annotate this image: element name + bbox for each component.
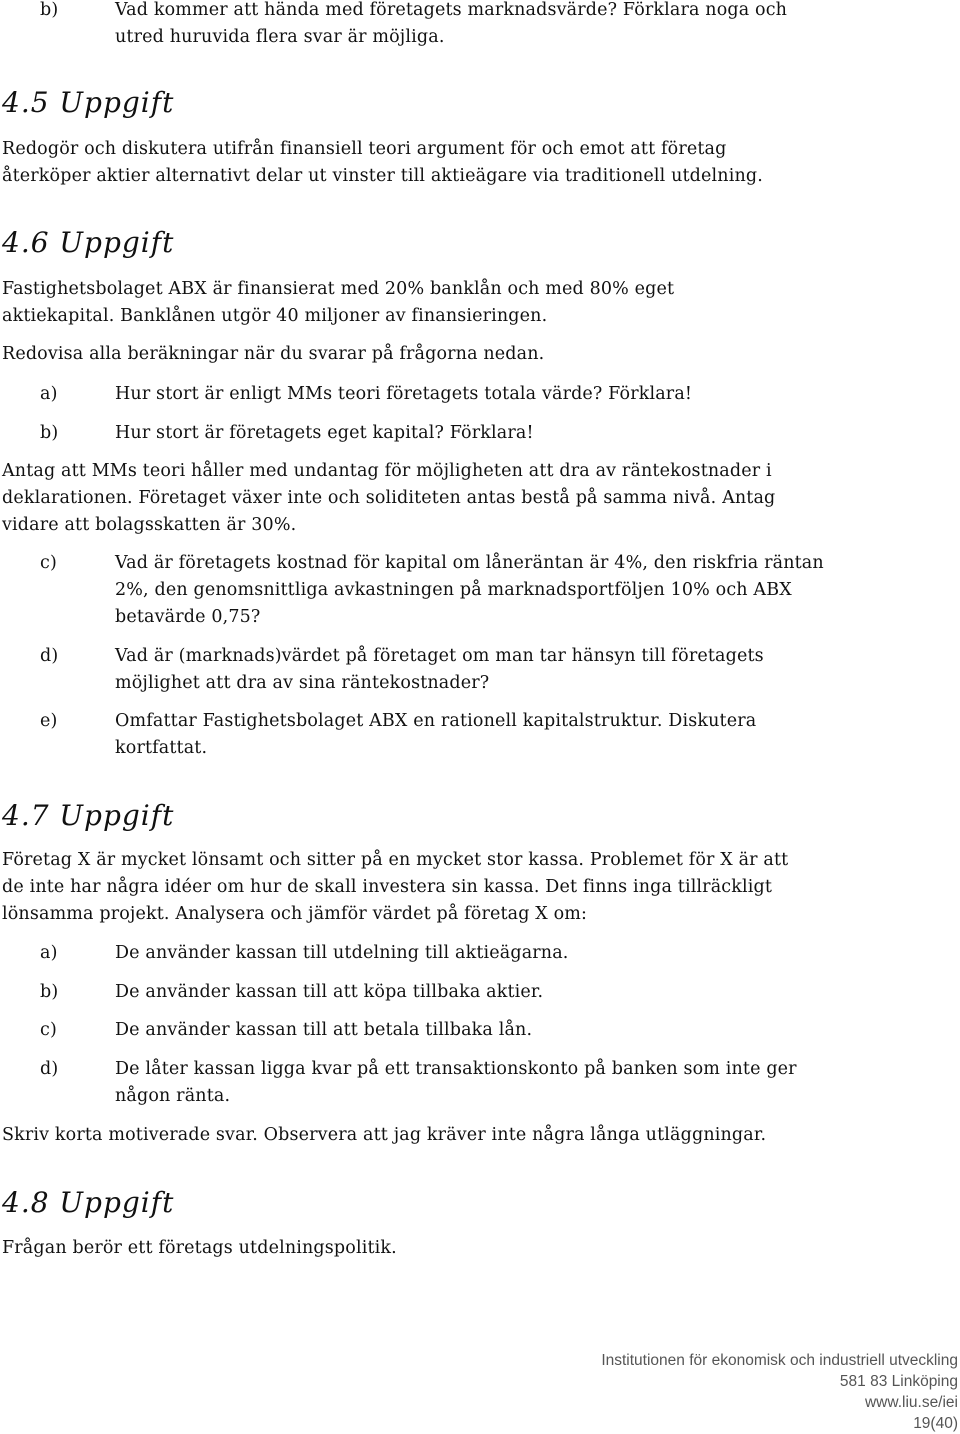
line: De låter kassan ligga kvar på ett transaktionskonto på banken som inte ger: [115, 1059, 797, 1079]
footer-website-link[interactable]: www.liu.se/iei: [864, 1394, 958, 1411]
line: vidare att bolagsskatten är 30%.: [2, 515, 297, 535]
line: möjlighet att dra av sina räntekostnader?: [115, 673, 490, 693]
item-label: d): [40, 1059, 59, 1079]
question-4-6-a: [40, 381, 940, 408]
item-label: b): [40, 0, 59, 20]
item-label: a): [40, 943, 58, 963]
item-label: e): [40, 711, 58, 731]
question-4-6-d: [40, 643, 940, 697]
item-text: [115, 550, 940, 631]
section-4-8-text: Frågan berör ett företags utdelningspolitik.: [2, 1238, 397, 1258]
item-label: b): [40, 423, 59, 443]
item-text: Hur stort är enligt MMs teori företagets totala värde? Förklara!: [115, 384, 693, 404]
line: Vad kommer att hända med företagets marknadsvärde? Förklara noga och: [115, 0, 788, 20]
line: Redogör och diskutera utifrån finansiell teori argument för och emot att företag: [2, 139, 727, 159]
line: kortfattat.: [115, 738, 208, 758]
line: Vad är (marknads)värdet på företaget om man tar hänsyn till företagets: [115, 646, 764, 666]
question-4-6-c: [40, 550, 940, 631]
section-heading-4-5: 4.5 Uppgift: [2, 86, 175, 119]
item-text: De använder kassan till utdelning till aktieägarna.: [115, 943, 569, 963]
line: utred huruvida flera svar är möjliga.: [115, 27, 445, 47]
footer-institution: Institutionen för ekonomisk och industriell utveckling: [601, 1352, 958, 1369]
line: Omfattar Fastighetsbolaget ABX en rationell kapitalstruktur. Diskutera: [115, 711, 757, 731]
item-label: a): [40, 384, 58, 404]
line: Antag att MMs teori håller med undantag för möjligheten att dra av räntekostnader i: [2, 461, 772, 481]
item-text: De använder kassan till att köpa tillbaka aktier.: [115, 982, 544, 1002]
item-text: Hur stort är företagets eget kapital? Förklara!: [115, 423, 534, 443]
line: 2%, den genomsnittliga avkastningen på marknadsportföljen 10% och ABX: [115, 580, 792, 600]
section-4-6-intro: [2, 276, 942, 330]
line: Vad är företagets kostnad för kapital om låneräntan är 4%, den riskfria räntan: [115, 553, 824, 573]
section-heading-4-6: 4.6 Uppgift: [2, 226, 175, 259]
question-4-7-c: [40, 1017, 940, 1044]
item-text: [115, 0, 940, 51]
line: betavärde 0,75?: [115, 607, 261, 627]
question-4-7-d: [40, 1056, 940, 1110]
question-4-6-b: [40, 420, 940, 447]
line: någon ränta.: [115, 1086, 231, 1106]
section-4-7-outro: Skriv korta motiverade svar. Observera att jag kräver inte några långa utläggningar.: [2, 1125, 767, 1145]
prev-question-b: [40, 0, 940, 51]
line: aktiekapital. Banklånen utgör 40 miljoner av finansieringen.: [2, 306, 548, 326]
section-4-6-instruction: Redovisa alla beräkningar när du svarar på frågorna nedan.: [2, 344, 545, 364]
item-label: c): [40, 1020, 57, 1040]
question-4-7-b: [40, 979, 940, 1006]
item-text: De använder kassan till att betala tillbaka lån.: [115, 1020, 533, 1040]
item-label: d): [40, 646, 59, 666]
line: de inte har några idéer om hur de skall investera sin kassa. Det finns inga tillräckligt: [2, 877, 773, 897]
page-footer: [601, 1350, 958, 1434]
footer-address: 581 83 Linköping: [839, 1373, 958, 1390]
section-heading-4-8: 4.8 Uppgift: [2, 1186, 175, 1219]
page-number: 19(40): [913, 1415, 958, 1432]
line: Fastighetsbolaget ABX är finansierat med 20% banklån och med 80% eget: [2, 279, 675, 299]
section-4-5-text: [2, 136, 942, 190]
item-label: c): [40, 553, 57, 573]
line: deklarationen. Företaget växer inte och soliditeten antas bestå på samma nivå. Antag: [2, 488, 776, 508]
line: Företag X är mycket lönsamt och sitter på en mycket stor kassa. Problemet för X är att: [2, 850, 789, 870]
item-text: [115, 643, 940, 697]
item-text: [115, 708, 940, 762]
line: lönsamma projekt. Analysera och jämför värdet på företag X om:: [2, 904, 588, 924]
section-4-6-assumption: [2, 458, 942, 539]
line: återköper aktier alternativt delar ut vinster till aktieägare via traditionell utdelning.: [2, 166, 763, 186]
item-label: b): [40, 982, 59, 1002]
question-4-7-a: [40, 940, 940, 967]
section-heading-4-7: 4.7 Uppgift: [2, 799, 175, 832]
section-4-7-intro: [2, 847, 942, 928]
question-4-6-e: [40, 708, 940, 762]
item-text: [115, 1056, 940, 1110]
